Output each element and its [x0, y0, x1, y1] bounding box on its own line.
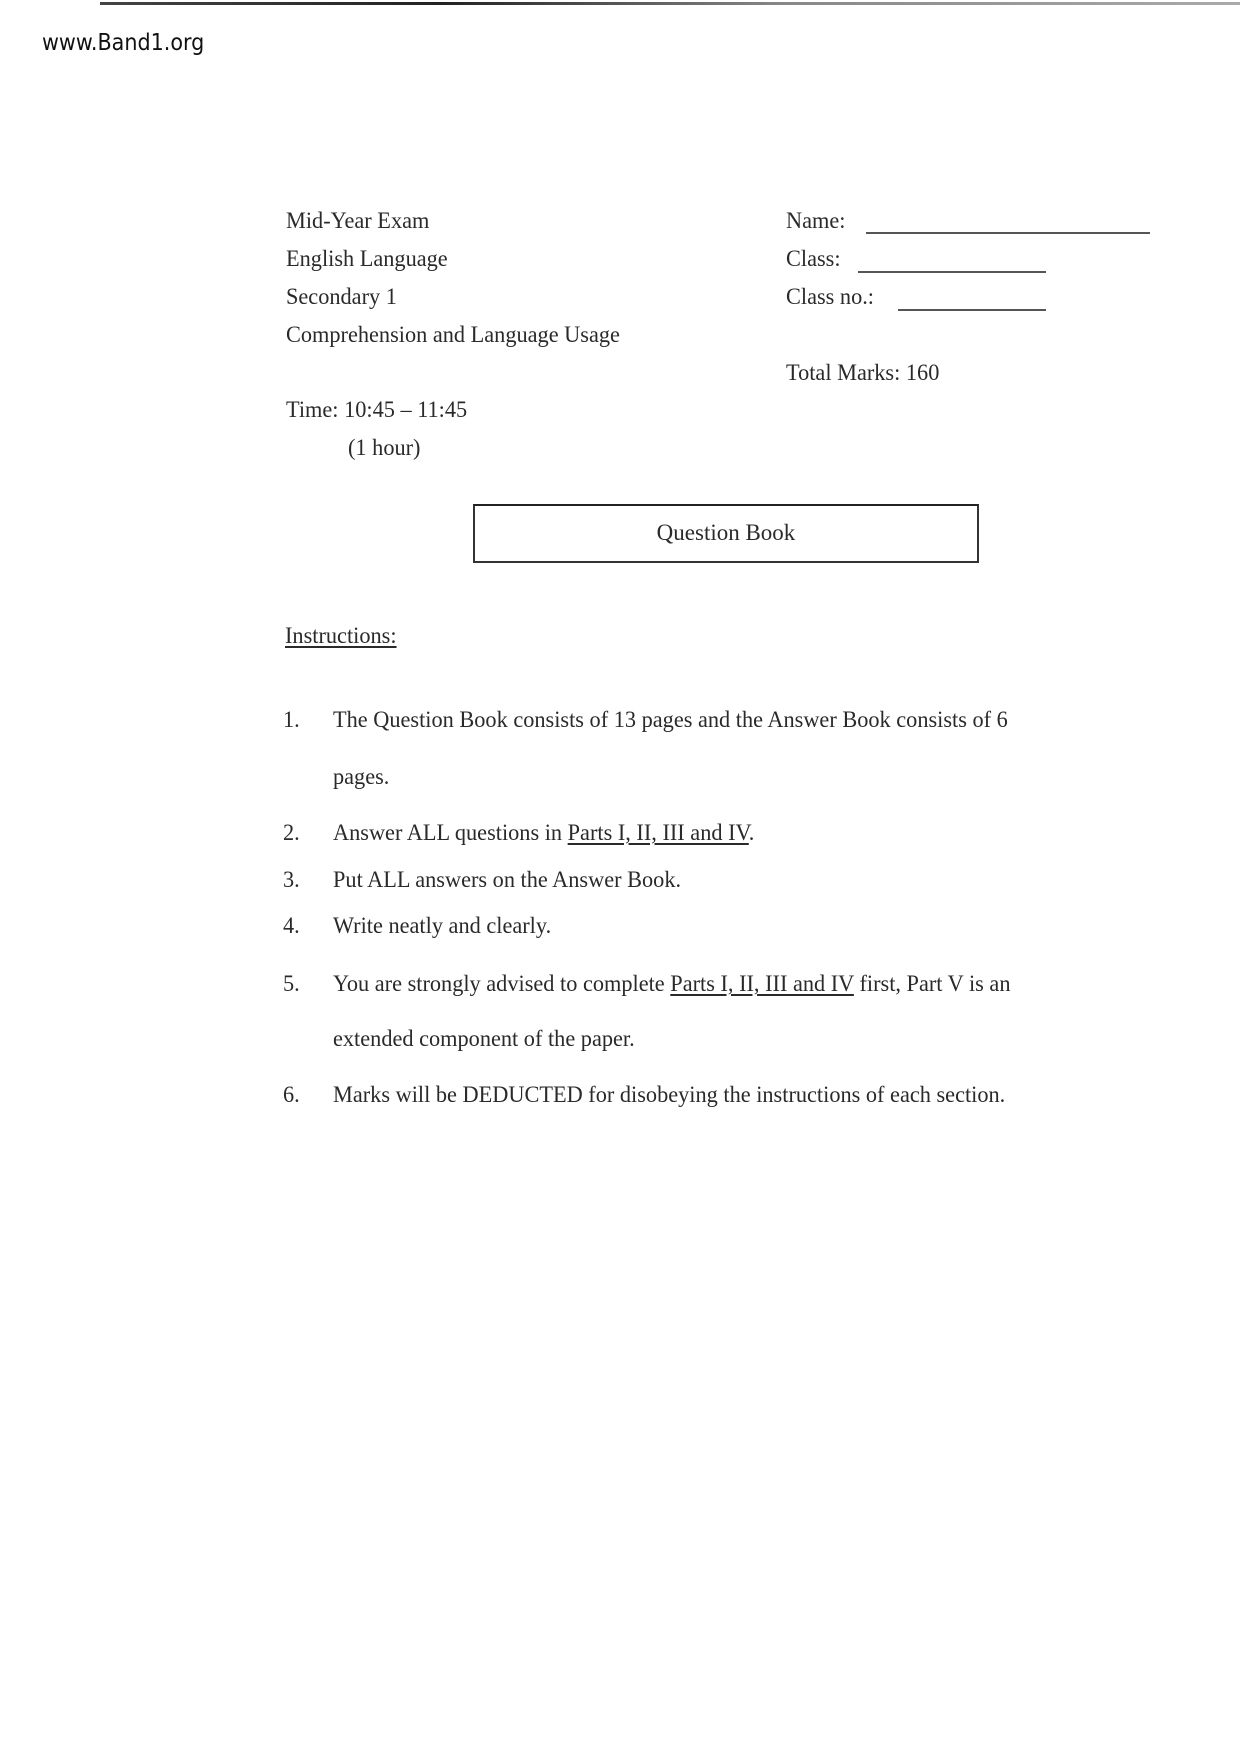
underlined-parts: Parts I, II, III and IV — [670, 971, 854, 996]
total-marks: Total Marks: 160 — [786, 360, 940, 385]
item-number: 6. — [283, 1082, 300, 1107]
name-label: Name: — [786, 208, 846, 233]
instruction-text: Put ALL answers on the Answer Book. — [333, 867, 682, 892]
class-no-blank — [898, 309, 1046, 311]
exam-duration: (1 hour) — [348, 435, 421, 460]
text-part: Answer ALL questions in — [333, 820, 568, 845]
paper-name: Comprehension and Language Usage — [286, 322, 620, 347]
question-book-box — [473, 504, 979, 563]
exam-title: Mid-Year Exam — [286, 208, 430, 233]
question-book-title: Question Book — [656, 520, 796, 545]
instructions-heading-text: Instructions: — [285, 623, 397, 648]
name-blank — [866, 232, 1150, 234]
item-number: 2. — [283, 820, 300, 845]
text-part: . — [748, 820, 755, 845]
level: Secondary 1 — [286, 284, 397, 309]
class-label: Class: — [786, 246, 841, 271]
text-part: first, Part V is an — [853, 971, 1011, 996]
item-number: 1. — [283, 707, 300, 732]
class-blank — [858, 271, 1046, 273]
exam-time: Time: 10:45 – 11:45 — [286, 397, 468, 422]
underlined-parts: Parts I, II, III and IV — [567, 820, 749, 845]
instruction-text: pages. — [333, 764, 390, 789]
instruction-text: Marks will be DEDUCTED for disobeying the instructions of each section. — [333, 1082, 1006, 1107]
instruction-text: extended component of the paper. — [333, 1026, 635, 1051]
subject: English Language — [286, 246, 448, 271]
item-number: 4. — [283, 913, 300, 938]
item-number: 5. — [283, 971, 300, 996]
watermark: www.Band1.org — [42, 30, 205, 56]
text-part: You are strongly advised to complete — [333, 971, 671, 996]
instructions-heading — [285, 622, 397, 650]
class-no-label: Class no.: — [786, 284, 875, 309]
item-number: 3. — [283, 867, 300, 892]
instruction-text — [333, 819, 754, 847]
instruction-text: Write neatly and clearly. — [333, 913, 552, 938]
top-scan-edge-line — [100, 2, 1240, 5]
instruction-text: The Question Book consists of 13 pages and the Answer Book consists of 6 — [333, 707, 1008, 732]
instruction-text — [333, 970, 1010, 998]
